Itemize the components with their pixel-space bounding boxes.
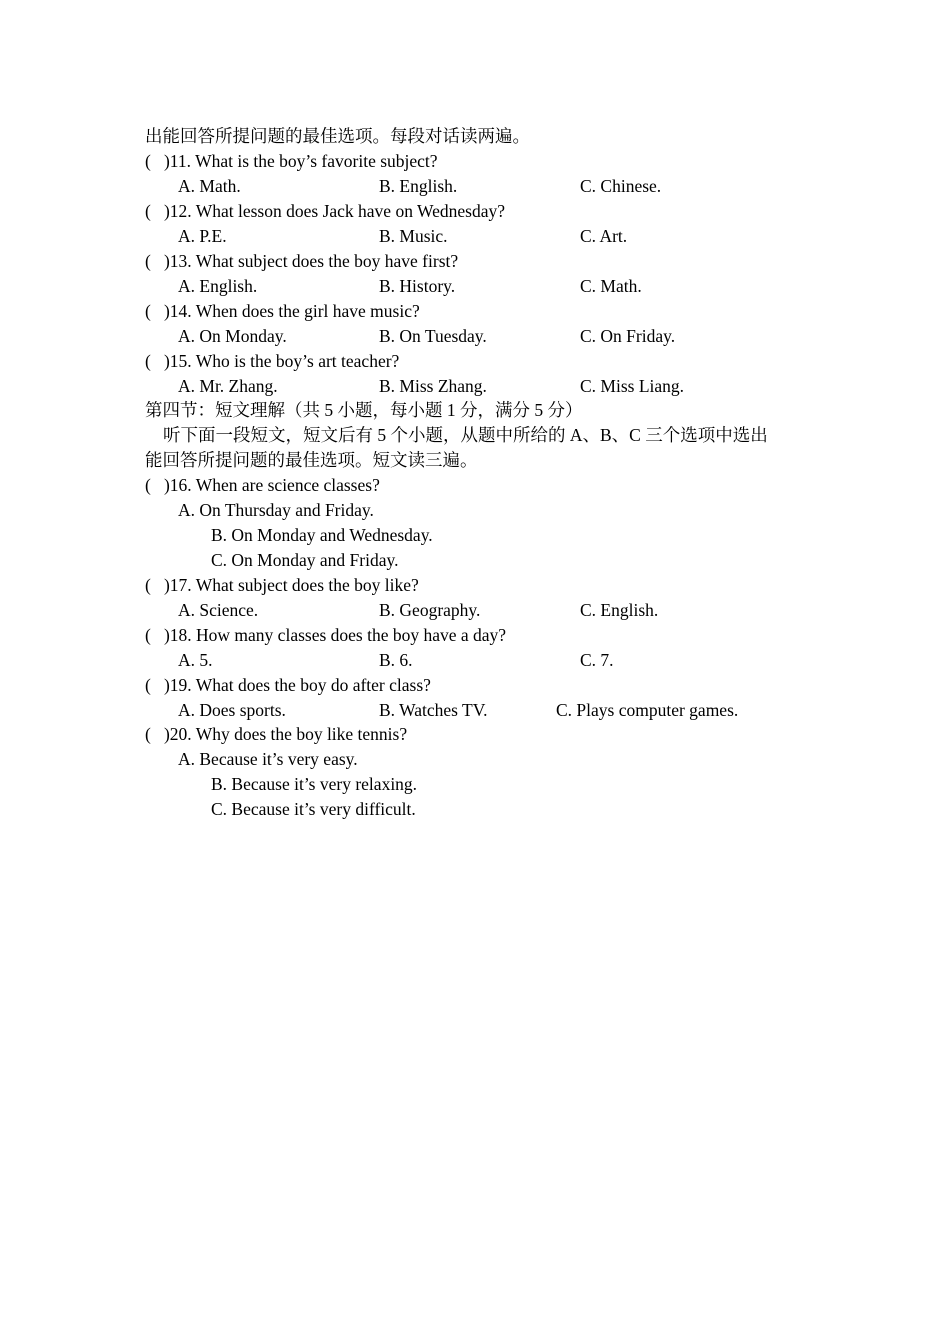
question-12 — [145, 199, 505, 224]
option-a: A. Mr. Zhang. — [178, 376, 278, 396]
question-13 — [145, 249, 458, 274]
question-text: )15. Who is the boy’s art teacher? — [163, 351, 400, 371]
option-a: A. On Monday. — [178, 326, 287, 346]
option-b: B. Music. — [379, 226, 448, 246]
question-text: )13. What subject does the boy have first? — [163, 251, 459, 271]
answer-paren: ( — [145, 251, 151, 271]
option-a: A. 5. — [178, 650, 213, 670]
option-a: A. P.E. — [178, 226, 227, 246]
answer-paren: ( — [145, 151, 151, 171]
option-b: B. Because it’s very relaxing. — [211, 774, 418, 794]
question-text: )20. Why does the boy like tennis? — [163, 724, 408, 744]
question-text: )16. When are science classes? — [163, 475, 380, 495]
option-b: B. Watches TV. — [379, 700, 488, 720]
option-c: C. Miss Liang. — [580, 376, 685, 396]
section-4-heading: 第四节：短文理解（共 5 小题，每小题 1 分，满分 5 分） — [145, 400, 583, 420]
answer-paren: ( — [145, 625, 151, 645]
option-c: C. On Friday. — [580, 326, 676, 346]
option-a: A. Science. — [178, 600, 259, 620]
option-a: A. Does sports. — [178, 700, 286, 720]
question-14 — [145, 299, 420, 324]
option-b: B. History. — [379, 276, 456, 296]
question-text: )12. What lesson does Jack have on Wednesday? — [163, 201, 505, 221]
option-a: A. Math. — [178, 176, 241, 196]
question-16 — [145, 473, 380, 498]
section-4-instruction-line-2: 能回答所提问题的最佳选项。短文读三遍。 — [145, 450, 478, 470]
answer-paren: ( — [145, 675, 151, 695]
option-c: C. Because it’s very difficult. — [211, 799, 416, 819]
question-15 — [145, 349, 399, 374]
section-4-instruction-line-1: 听下面一段短文，短文后有 5 个小题，从题中所给的 A、B、C 三个选项中选出 — [163, 425, 768, 445]
question-20 — [145, 722, 407, 747]
option-b: B. 6. — [379, 650, 413, 670]
answer-paren: ( — [145, 724, 151, 744]
question-text: )19. What does the boy do after class? — [163, 675, 431, 695]
answer-paren: ( — [145, 301, 151, 321]
option-b: B. On Tuesday. — [379, 326, 487, 346]
question-text: )18. How many classes does the boy have a day? — [163, 625, 507, 645]
option-a: A. On Thursday and Friday. — [178, 500, 374, 520]
option-c: C. 7. — [580, 650, 614, 670]
option-b: B. Geography. — [379, 600, 481, 620]
question-text: )17. What subject does the boy like? — [163, 575, 419, 595]
question-text: )14. When does the girl have music? — [163, 301, 420, 321]
question-17 — [145, 573, 419, 598]
option-a: A. English. — [178, 276, 258, 296]
answer-paren: ( — [145, 351, 151, 371]
answer-paren: ( — [145, 201, 151, 221]
option-c: C. Art. — [580, 226, 628, 246]
question-11 — [145, 149, 438, 174]
option-c: C. Chinese. — [580, 176, 662, 196]
option-a: A. Because it’s very easy. — [178, 749, 358, 769]
intro-tail: 出能回答所提问题的最佳选项。每段对话读两遍。 — [145, 126, 530, 146]
question-18 — [145, 623, 506, 648]
option-c: C. Math. — [580, 276, 642, 296]
option-c: C. English. — [580, 600, 659, 620]
answer-paren: ( — [145, 475, 151, 495]
option-b: B. On Monday and Wednesday. — [211, 525, 433, 545]
option-b: B. Miss Zhang. — [379, 376, 487, 396]
option-c: C. On Monday and Friday. — [211, 550, 399, 570]
option-b: B. English. — [379, 176, 458, 196]
option-c: C. Plays computer games. — [556, 700, 739, 720]
question-19 — [145, 673, 431, 698]
question-text: )11. What is the boy’s favorite subject? — [163, 151, 438, 171]
answer-paren: ( — [145, 575, 151, 595]
